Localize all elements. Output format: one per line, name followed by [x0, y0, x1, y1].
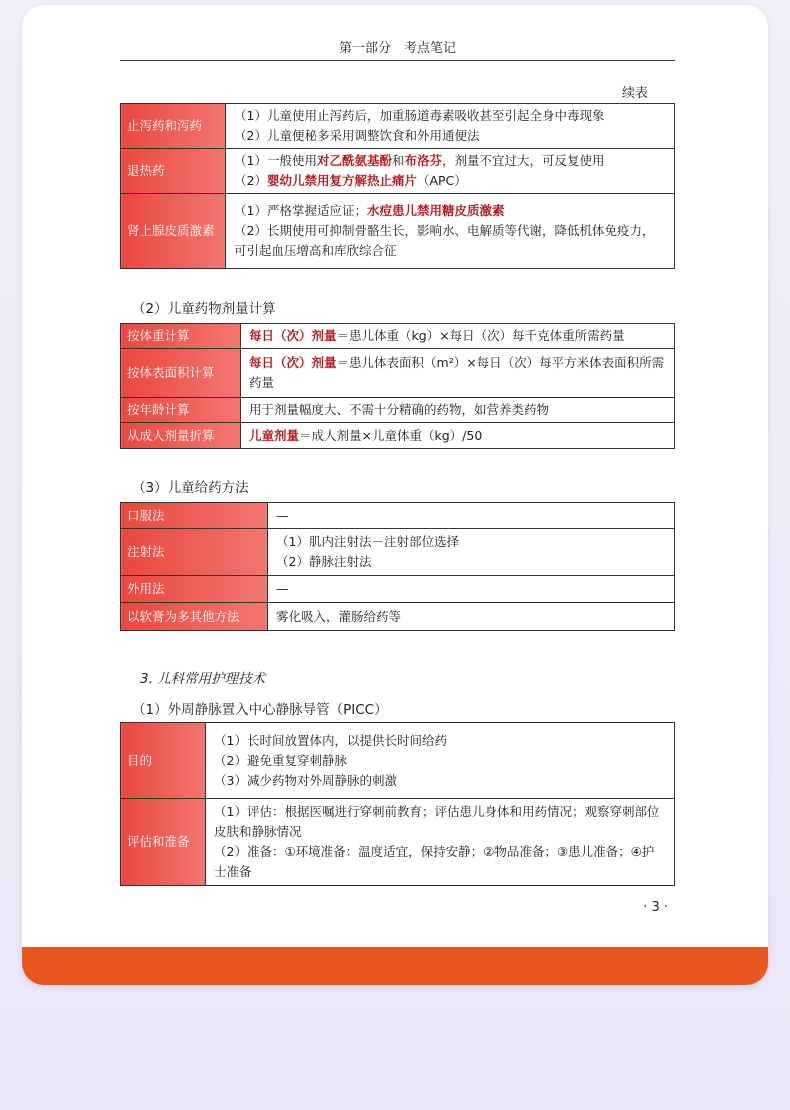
text-segment: —	[276, 507, 289, 523]
row-label: 肾上腺皮质激素	[121, 194, 226, 269]
content-line	[276, 506, 666, 526]
text-segment: （1）儿童使用止泻药后，加重肠道毒素吸收甚至引起全身中毒现象	[234, 108, 605, 123]
heading-nursing-techniques: 3. 儿科常用护理技术	[140, 671, 266, 687]
row-content	[268, 603, 675, 631]
text-segment: （2）避免重复穿刺静脉	[214, 752, 347, 768]
page-number: · 3 ·	[643, 900, 668, 915]
table-row	[121, 349, 675, 398]
text-segment: （2）静脉注射法	[276, 554, 372, 569]
table-row	[121, 149, 675, 194]
table-row	[121, 799, 675, 886]
section-dose-calculation: （2）儿童药物剂量计算	[132, 301, 276, 317]
header-rule	[120, 60, 675, 61]
text-segment: （1）严格掌握适应证；	[234, 203, 367, 218]
table-row	[121, 194, 675, 269]
picc-table	[120, 722, 675, 886]
row-content	[268, 576, 675, 603]
text-segment: （APC）	[416, 173, 467, 188]
text-segment: （2）准备：①环境准备：温度适宜，保持安静；②物品准备；③患儿准备；④护士准备	[214, 844, 655, 879]
continued-label: 续表	[621, 86, 648, 101]
table-row	[121, 104, 675, 149]
row-label: 按体表面积计算	[121, 349, 241, 398]
text-segment: （2）	[234, 173, 267, 188]
table-row	[121, 398, 675, 423]
table-row	[121, 423, 675, 449]
text-segment: （1）一般使用	[234, 153, 317, 168]
running-header: 第一部分 考点笔记	[338, 41, 456, 56]
table-row	[121, 503, 675, 529]
row-content	[206, 799, 675, 886]
table-row	[121, 576, 675, 603]
text-segment: 用于剂量幅度大、不需十分精确的药物，如营养类药物	[249, 402, 550, 417]
text-segment: ＝患儿体表面积（m²）×每日（次）每平方米体表面积所需药量	[249, 355, 665, 390]
highlighted-text: 每日（次）剂量	[249, 328, 337, 343]
row-label: 目的	[121, 723, 206, 799]
dose-calculation-table	[120, 323, 675, 449]
content-line	[276, 532, 666, 552]
content-line	[214, 771, 666, 791]
row-content	[241, 423, 675, 449]
table-row	[121, 529, 675, 576]
administration-methods-table	[120, 502, 675, 631]
row-content	[226, 104, 675, 149]
text-segment: （2）长期使用可抑制骨骼生长，影响水、电解质等代谢，降低机体免疫力，可引起血压增高和库欣综合征	[234, 223, 655, 258]
row-label: 评估和准备	[121, 799, 206, 886]
section-administration-methods: （3）儿童给药方法	[132, 480, 249, 496]
text-segment: ＝患儿体重（kg）×每日（次）每千克体重所需药量	[336, 328, 625, 343]
content-line	[276, 579, 666, 599]
row-content	[241, 349, 675, 398]
table-row	[121, 324, 675, 349]
row-label: 口服法	[121, 503, 268, 529]
row-label: 退热药	[121, 149, 226, 194]
text-segment: ＝成人剂量×儿童体重（kg）/50	[299, 427, 483, 443]
text-segment: （2）儿童便秘多采用调整饮食和外用通便法	[234, 128, 480, 143]
content-line	[214, 751, 666, 771]
text-segment: 雾化吸入，灌肠给药等	[276, 608, 402, 624]
content-line	[234, 106, 666, 126]
highlighted-text: 对乙酰氨基酚	[316, 153, 392, 168]
footer-band	[22, 947, 768, 985]
content-line	[234, 171, 666, 191]
row-content	[268, 503, 675, 529]
highlighted-text: 水痘患儿禁用糖皮质激素	[366, 203, 505, 218]
row-label: 从成人剂量折算	[121, 423, 241, 449]
book-page	[22, 5, 768, 985]
row-content	[226, 149, 675, 194]
row-label: 注射法	[121, 529, 268, 576]
text-segment: 和	[391, 153, 405, 168]
row-label: 按体重计算	[121, 324, 241, 349]
text-segment: （1）长时间放置体内，以提供长时间给药	[214, 732, 447, 748]
row-label: 按年龄计算	[121, 398, 241, 423]
content-line	[214, 842, 666, 882]
row-label: 以软膏为多其他方法	[121, 603, 268, 631]
row-content	[241, 398, 675, 423]
content-line	[249, 353, 666, 393]
content-line	[234, 151, 666, 171]
text-segment: ，剂量不宜过大，可反复使用	[442, 153, 605, 168]
content-line	[214, 802, 666, 842]
content-line	[234, 221, 666, 261]
highlighted-text: 婴幼儿禁用复方解热止痛片	[266, 173, 417, 188]
highlighted-text: 儿童剂量	[249, 427, 300, 443]
section-picc: （1）外周静脉置入中心静脉导管（PICC）	[132, 702, 388, 718]
content-line	[276, 607, 666, 627]
drug-table-continued	[120, 103, 675, 269]
row-label: 止泻药和泻药	[121, 104, 226, 149]
row-content	[241, 324, 675, 349]
text-segment: （3）减少药物对外周静脉的刺激	[214, 772, 397, 788]
highlighted-text: 布洛芬	[404, 153, 443, 168]
row-content	[206, 723, 675, 799]
content-line	[276, 552, 666, 572]
highlighted-text: 每日（次）剂量	[249, 355, 337, 370]
content-line	[249, 326, 666, 346]
content-line	[249, 400, 666, 420]
row-content	[226, 194, 675, 269]
content-line	[234, 126, 666, 146]
text-segment: （1）评估：根据医嘱进行穿刺前教育；评估患儿身体和用药情况；观察穿刺部位皮肤和静脉情况	[214, 804, 660, 839]
text-segment: —	[276, 581, 289, 596]
content-line	[214, 731, 666, 751]
row-content	[268, 529, 675, 576]
table-row	[121, 723, 675, 799]
text-segment: （1）肌内注射法－注射部位选择	[276, 534, 459, 549]
content-line	[234, 201, 666, 221]
content-line	[249, 426, 666, 446]
table-row	[121, 603, 675, 631]
row-label: 外用法	[121, 576, 268, 603]
